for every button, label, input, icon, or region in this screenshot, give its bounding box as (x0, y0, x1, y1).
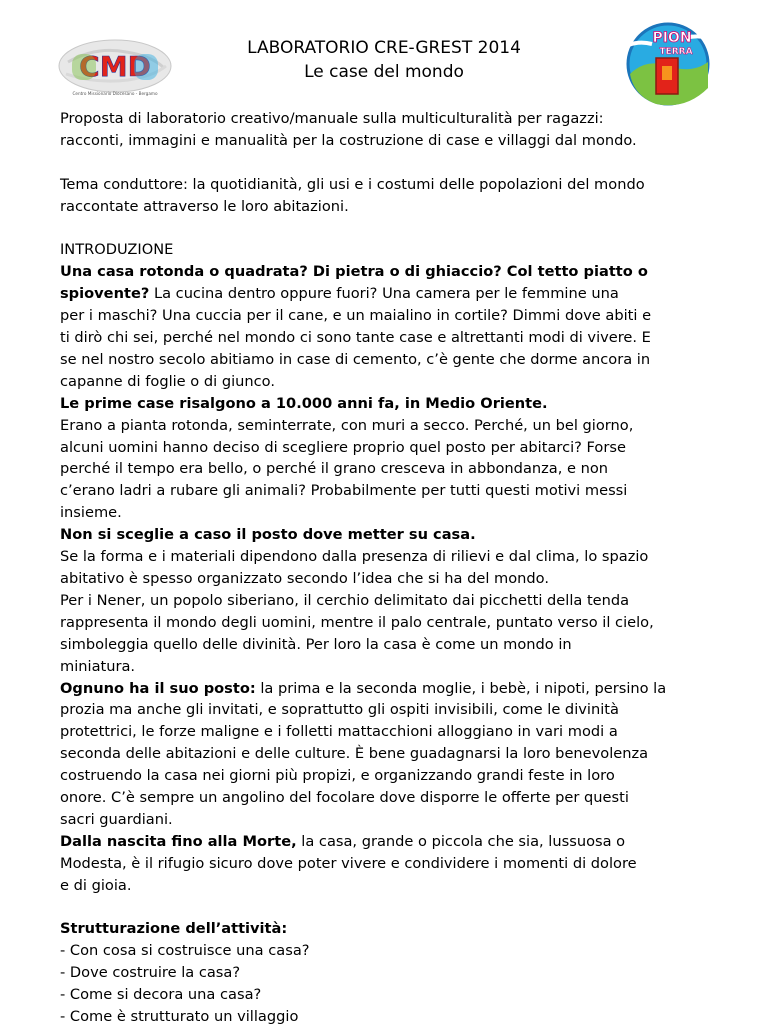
block-heading: Dalla nascita fino alla Morte, (60, 832, 297, 850)
block-heading-cont: spiovente? (60, 285, 150, 303)
cmd-logo-text: CMD (79, 50, 151, 83)
block-heading: Le prime case risalgono a 10.000 anni fa, in Medio Oriente. (60, 394, 548, 412)
theme-line: Tema conduttore: la quotidianità, gli usi e i costumi delle popolazioni del mondo (60, 175, 645, 193)
cmd-logo-caption: Centro Missionario Diocesano - Bergamo (72, 91, 158, 96)
structure-list (60, 940, 720, 1028)
page-title: LABORATORIO CRE-GREST 2014 (247, 38, 521, 58)
paragraph-line: capanne di foglie o di giunco. (60, 372, 275, 390)
paragraph-line (60, 283, 720, 305)
paragraph-line: protettrici, le forze maligne e i folletti mattacchioni alloggiano in vari modi a (60, 723, 618, 741)
block-heading: Non si sceglie a caso il posto dove metter su casa. (60, 526, 476, 544)
list-item: - Come è strutturato un villaggio (60, 1008, 299, 1026)
paragraph-line: abitativo è spesso organizzato secondo l’idea che si ha del mondo. (60, 570, 549, 587)
paragraph-text: La cucina dentro oppure fuori? Una camera per le femmine una (149, 285, 619, 303)
list-item: - Dove costruire la casa? (60, 964, 241, 982)
paragraph-line: se nel nostro secolo abitiamo in case di cemento, c’è gente che dorme ancora in (60, 350, 651, 368)
section-heading: INTRODUZIONE (60, 241, 174, 259)
paragraph-line (60, 678, 720, 700)
document-body (60, 108, 720, 1028)
paragraph-line: Se la forma e i materiali dipendono dalla presenza di rilievi e dal clima, lo spazio (60, 548, 649, 566)
paragraph-line: Modesta, è il rifugio sicuro dove poter vivere e condividere i momenti di dolore (60, 854, 637, 872)
list-item: - Come si decora una casa? (60, 986, 262, 1004)
paragraph-text: la casa, grande o piccola che sia, lussuosa o (296, 832, 626, 850)
list-item: - Con cosa si costruisce una casa? (60, 942, 310, 960)
paragraph-line: Erano a pianta rotonda, seminterrate, con muri a secco. Perché, un bel giorno, (60, 416, 634, 434)
block-heading: Ognuno ha il suo posto: (60, 679, 256, 697)
page-subtitle: Le case del mondo (304, 62, 464, 82)
paragraph-line: prozia ma anche gli invitati, e soprattutto gli ospiti invisibili, come le divinità (60, 701, 619, 719)
intro-line: Proposta di laboratorio creativo/manuale sulla multiculturalità per ragazzi: (60, 110, 604, 127)
paragraph-line: alcuni uomini hanno deciso di scegliere proprio quel posto per abitarci? Forse (60, 438, 626, 456)
pionterra-logo (616, 18, 716, 110)
paragraph-line: c’erano ladri a rubare gli animali? Probabilmente per tutti questi motivi messi (60, 482, 628, 500)
paragraph-line: ti dirò chi sei, perché nel mondo ci sono tante case e altrettanti modi di vivere. E (60, 329, 651, 347)
paragraph-line: perché il tempo era bello, o perché il grano cresceva in abbondanza, e non (60, 460, 609, 478)
pionterra-logo-text-2: TERRA (659, 47, 693, 57)
structure-heading: Strutturazione dell’attività: (60, 920, 288, 938)
paragraph-line: simboleggia quello delle divinità. Per loro la casa è come un mondo in (60, 635, 572, 653)
pionterra-logo-text-1: PION (652, 30, 692, 46)
block-heading: Una casa rotonda o quadrata? Di pietra o di ghiaccio? Col tetto piatto o (60, 263, 648, 281)
paragraph-line: e di gioia. (60, 876, 132, 894)
paragraph-line: costruendo la casa nei giorni più propizi, e organizzando grandi feste in loro (60, 767, 615, 785)
paragraph-line: onore. C’è sempre un angolino del focolare dove disporre le offerte per questi (60, 789, 629, 807)
paragraph-text: la prima e la seconda moglie, i bebè, i nipoti, persino la (255, 679, 667, 697)
paragraph-line: per i maschi? Una cuccia per il cane, e un maialino in cortile? Dimmi dove abiti e (60, 307, 652, 325)
paragraph-line: rappresenta il mondo degli uomini, mentre il palo centrale, puntato verso il cielo, (60, 613, 654, 631)
theme-line: raccontate attraverso le loro abitazioni. (60, 197, 349, 215)
intro-line: racconti, immagini e manualità per la costruzione di case e villaggi dal mondo. (60, 131, 637, 149)
paragraph-line: seconda delle abitazioni e delle culture. È bene guadagnarsi la loro benevolenza (60, 745, 649, 763)
paragraph-line: sacri guardiani. (60, 810, 173, 828)
paragraph-line: Per i Nener, un popolo siberiano, il cerchio delimitato dai picchetti della tenda (60, 591, 630, 609)
paragraph-line (60, 831, 720, 853)
paragraph-line: miniatura. (60, 657, 136, 675)
paragraph-line: insieme. (60, 504, 122, 522)
